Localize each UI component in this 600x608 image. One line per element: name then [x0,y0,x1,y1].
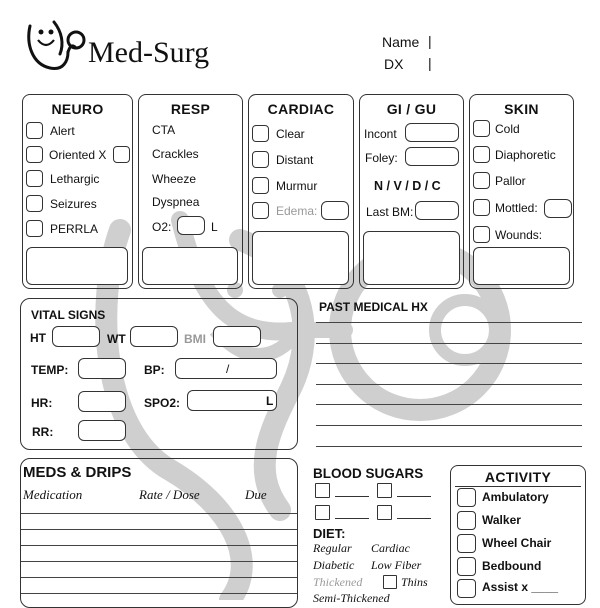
diet-low-fiber[interactable]: Low Fiber [371,558,422,572]
diet-diabetic[interactable]: Diabetic [313,558,355,572]
blood-sugar-entry[interactable] [397,518,431,519]
activity-title: ACTIVITY [484,469,552,485]
blood-sugar-checkbox[interactable] [377,505,392,520]
skin-title: SKIN [504,101,539,117]
resp-panel [138,94,243,289]
mottled-input[interactable] [544,199,572,218]
perrla-checkbox[interactable] [26,220,43,237]
distant-label: Distant [276,153,314,167]
activity-panel [450,465,586,605]
wt-label: WT [107,332,126,346]
pmh-title: PAST MEDICAL HX [319,300,428,314]
neuro-title: NEURO [51,101,104,117]
pmh-line[interactable] [316,363,582,364]
bp-label: BP: [144,363,165,377]
blood-sugar-checkbox[interactable] [315,505,330,520]
hr-label: HR: [31,396,53,410]
cardiac-panel [248,94,354,289]
wt-input[interactable] [130,326,178,347]
gigu-title: GI / GU [386,101,437,117]
meds-row-line[interactable] [21,513,297,514]
blood-sugar-entry[interactable] [335,518,369,519]
assist-checkbox[interactable] [457,579,476,598]
lethargic-checkbox[interactable] [26,170,43,187]
medication-column-header: Medication [23,487,83,502]
wheel-chair-label: Wheel Chair [482,536,552,550]
blood-sugar-entry[interactable] [335,496,369,497]
rate-dose-column-header: Rate / Dose [139,487,200,502]
diet-semi-thickened[interactable]: Semi-Thickened [313,591,390,605]
wounds-label: Wounds: [495,228,543,242]
pallor-checkbox[interactable] [473,172,490,189]
ht-label: HT [30,331,46,345]
ambulatory-checkbox[interactable] [457,488,476,507]
vital-signs-panel [20,298,298,450]
wounds-checkbox[interactable] [473,226,490,243]
diaphoretic-label: Diaphoretic [495,148,556,162]
spo2-label: SPO2: [144,396,181,410]
meds-row-line[interactable] [21,545,297,546]
lethargic-label: Lethargic [50,172,100,186]
murmur-label: Murmur [276,179,318,193]
temp-input[interactable] [78,358,126,379]
pmh-line[interactable] [316,322,582,323]
due-column-header: Due [245,487,267,502]
thins-checkbox[interactable] [383,575,397,589]
hr-input[interactable] [78,391,126,412]
edema-input[interactable] [321,201,349,220]
mottled-checkbox[interactable] [473,199,490,216]
assist-label: Assist x ____ [482,580,559,594]
wheel-chair-checkbox[interactable] [457,534,476,553]
diet-regular[interactable]: Regular [313,541,352,555]
resp-notes[interactable] [142,247,238,285]
dyspnea-label[interactable]: Dyspnea [152,195,200,209]
name-label: Name [382,34,420,50]
seizures-checkbox[interactable] [26,195,43,212]
pmh-line[interactable] [316,384,582,385]
o2-input[interactable] [177,216,205,235]
cold-label: Cold [495,122,520,136]
edema-label: Edema: [276,204,318,218]
neuro-panel [22,94,133,289]
temp-label: TEMP: [31,363,69,377]
skin-notes[interactable] [473,247,570,285]
meds-row-line[interactable] [21,529,297,530]
meds-title: MEDS & DRIPS [23,464,132,481]
rr-label: RR: [32,425,54,439]
foley-input[interactable] [405,147,459,166]
cold-checkbox[interactable] [473,120,490,137]
bp-separator: / [226,362,230,376]
resp-title: RESP [170,101,211,117]
skin-panel [469,94,574,289]
mottled-label: Mottled: [495,201,538,215]
alert-checkbox[interactable] [26,122,43,139]
oriented-checkbox[interactable] [26,146,43,163]
cta-label[interactable]: CTA [152,123,176,137]
vital-signs-title: VITAL SIGNS [31,308,106,322]
activity-divider [455,486,581,487]
distant-checkbox[interactable] [252,151,269,168]
meds-row-line[interactable] [21,577,297,578]
cardiac-title: CARDIAC [267,101,335,117]
nvdc-label[interactable]: N / V / D / C [374,179,441,193]
dx-separator: | [428,55,432,71]
wheeze-label[interactable]: Wheeze [152,172,197,186]
diet-cardiac[interactable]: Cardiac [371,541,410,555]
oriented-x-box[interactable] [113,146,130,163]
clear-label: Clear [276,127,305,141]
pmh-line[interactable] [316,446,582,447]
blood-sugar-entry[interactable] [397,496,431,497]
gigu-panel [359,94,464,289]
walker-label: Walker [482,513,521,527]
bedbound-label: Bedbound [482,559,542,573]
blood-sugars-title: BLOOD SUGARS [313,466,424,481]
pmh-line[interactable] [316,404,582,405]
rr-input[interactable] [78,420,126,441]
alert-label: Alert [50,124,75,138]
incont-label: Incont [364,127,397,141]
blood-sugar-checkbox[interactable] [315,483,330,498]
murmur-checkbox[interactable] [252,177,269,194]
pmh-line[interactable] [316,343,582,344]
stethoscope-logo-icon [24,14,88,78]
o2-unit: L [211,220,218,234]
incont-input[interactable] [405,123,459,142]
app-title: Med-Surg [88,36,210,69]
spo2-input[interactable] [187,390,277,411]
diet-title: DIET: [313,526,346,541]
ht-input[interactable] [52,326,100,347]
spo2-unit: L [266,394,274,408]
foley-label: Foley: [365,151,398,165]
ambulatory-label: Ambulatory [482,490,549,504]
crackles-label[interactable]: Crackles [152,147,199,161]
diet-thickened[interactable]: Thickened [313,575,363,589]
last-bm-label: Last BM: [366,205,414,219]
seizures-label: Seizures [50,197,97,211]
pmh-line[interactable] [316,425,582,426]
clear-checkbox[interactable] [252,125,269,142]
edema-checkbox[interactable] [252,202,269,219]
meds-panel [20,458,298,608]
name-separator: | [428,33,432,49]
bmi-label: BMI [184,332,206,346]
pallor-label: Pallor [495,174,526,188]
blood-sugar-checkbox[interactable] [377,483,392,498]
diaphoretic-checkbox[interactable] [473,146,490,163]
last-bm-input[interactable] [415,201,459,220]
walker-checkbox[interactable] [457,511,476,530]
perrla-label: PERRLA [50,222,99,236]
neuro-notes[interactable] [26,247,128,285]
meds-row-line[interactable] [21,561,297,562]
gigu-notes[interactable] [363,231,460,285]
cardiac-notes[interactable] [252,231,349,285]
dx-label: DX [384,56,404,72]
oriented-label: Oriented X [49,148,107,162]
diet-thins: Thins [401,575,428,589]
bedbound-checkbox[interactable] [457,557,476,576]
o2-label: O2: [152,220,172,234]
bmi-input[interactable] [213,326,261,347]
meds-row-line[interactable] [21,593,297,594]
